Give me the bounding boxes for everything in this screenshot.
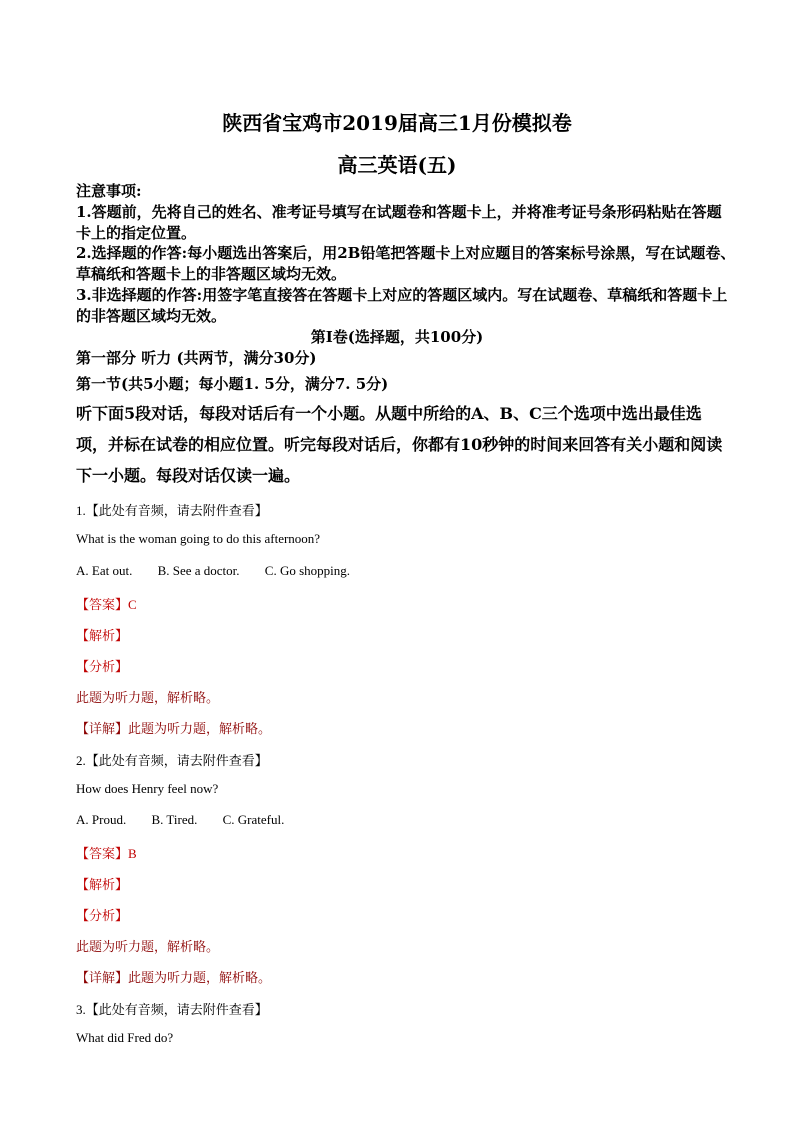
question-2-detail: 【详解】此题为听力题，解析略。	[76, 970, 272, 985]
question-1-detail: 【详解】此题为听力题，解析略。	[76, 721, 272, 736]
option-b: B. See a doctor.	[157, 563, 240, 578]
option-a: A. Proud.	[76, 812, 127, 827]
question-3-number: 3.【此处有音频，请去附件查看】	[76, 1002, 268, 1017]
question-2-number: 2.【此处有音频，请去附件查看】	[76, 753, 268, 768]
subpart-heading: 第一节(共5小题；每小题1. 5分，满分7. 5分)	[76, 375, 389, 393]
question-1-analysis: 【解析】	[76, 628, 129, 643]
question-2-answer: 【答案】B	[76, 846, 137, 861]
question-1-note: 此题为听力题，解析略。	[76, 690, 220, 705]
option-a: A. Eat out.	[76, 563, 133, 578]
question-2-fenxi: 【分析】	[76, 908, 129, 923]
question-2-note: 此题为听力题，解析略。	[76, 939, 220, 954]
option-b: B. Tired.	[151, 812, 198, 827]
question-1-fenxi: 【分析】	[76, 659, 129, 674]
notice-heading: 注意事项:	[76, 182, 142, 200]
question-3-text: What did Fred do?	[76, 1030, 174, 1045]
exam-subtitle: 高三英语(五)	[337, 153, 457, 177]
part-heading: 第一部分 听力 (共两节，满分30分)	[76, 349, 317, 367]
question-2-text: How does Henry feel now?	[76, 781, 219, 796]
volume-heading: 第I卷(选择题，共100分)	[310, 328, 484, 346]
question-1-number: 1.【此处有音频，请去附件查看】	[76, 503, 268, 518]
question-2-analysis: 【解析】	[76, 877, 129, 892]
question-1-answer: 【答案】C	[76, 597, 137, 612]
option-c: C. Grateful.	[222, 812, 285, 827]
question-1-options	[76, 563, 372, 579]
question-2-options	[76, 812, 306, 828]
exam-title: 陕西省宝鸡市2019届高三1月份模拟卷	[222, 111, 572, 135]
option-c: C. Go shopping.	[264, 563, 351, 578]
notice-item-1: 1.答题前，先将自己的姓名、准考证号填写在试题卷和答题卡上，并将准考证号条形码粘贴在答题卡上的指定位置。	[76, 203, 722, 242]
question-1-text: What is the woman going to do this afternoon?	[76, 531, 321, 546]
notice-item-3: 3.非选择题的作答:用签字笔直接答在答题卡上对应的答题区域内。写在试题卷、草稿纸和答题卡上的非答题区域均无效。	[76, 286, 728, 325]
notice-item-2: 2.选择题的作答:每小题选出答案后，用2B铅笔把答题卡上对应题目的答案标号涂黑，写在试题卷、草稿纸和答题卡上的非答题区域均无效。	[76, 244, 736, 283]
listening-instruction: 听下面5段对话，每段对话后有一个小题。从题中所给的A、B、C三个选项中选出最佳选项，并标在试卷的相应位置。听完每段对话后，你都有10秒钟的时间来回答有关小题和阅读下一小题。每段对话仅读一遍。	[76, 404, 723, 485]
